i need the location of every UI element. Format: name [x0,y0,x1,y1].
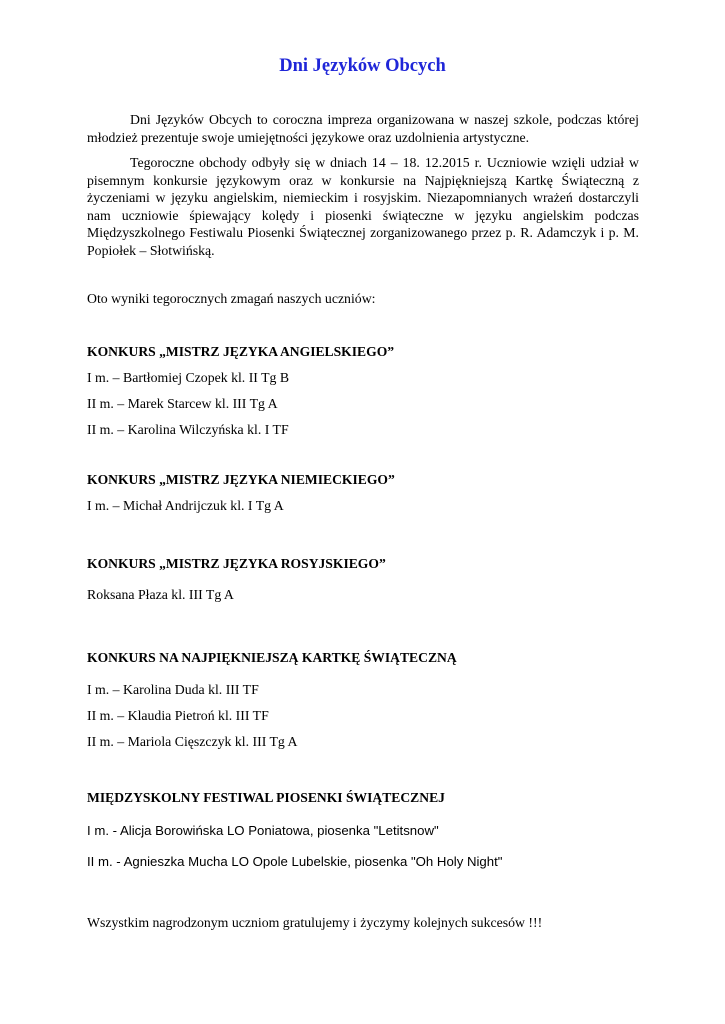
result-line: II m. – Karolina Wilczyńska kl. I TF [87,422,289,437]
result-line: II m. – Mariola Cięszczyk kl. III Tg A [87,734,298,749]
result-line: I m. – Karolina Duda kl. III TF [87,682,259,697]
result-line: II m. - Agnieszka Mucha LO Opole Lubelskie, piosenka "Oh Holy Night" [87,854,503,869]
section-heading-english: KONKURS „MISTRZ JĘZYKA ANGIELSKIEGO” [87,344,395,359]
section-heading-russian: KONKURS „MISTRZ JĘZYKA ROSYJSKIEGO” [87,556,386,571]
result-line: I m. – Michał Andrijczuk kl. I Tg A [87,498,284,513]
results-intro: Oto wyniki tegorocznych zmagań naszych uczniów: [87,291,376,306]
result-line: I m. – Bartłomiej Czopek kl. II Tg B [87,370,290,385]
section-heading-german: KONKURS „MISTRZ JĘZYKA NIEMIECKIEGO” [87,472,395,487]
section-heading-card-contest: KONKURS NA NAJPIĘKNIEJSZĄ KARTKĘ ŚWIĄTECZNĄ [87,650,457,665]
event-description-paragraph: Tegoroczne obchody odbyły się w dniach 14 – 18. 12.2015 r. Uczniowie wzięli udział w pisemnym konkursie językowym oraz w konkursie na Najpiękniejszą Kartkę Świąteczną z życzeniami w języku angielskim, niemieckim i rosyjskim. Niezapomnianych wrażeń dostarczyli nam uczniowie śpiewający kolędy i piosenki świąteczne w języku angielskim podczas Międzyszkolnego Festiwalu Piosenki Świątecznej zorganizowanego przez p. R. Adamczyk i p. M. Popiołek – Słotwińską. [87,155,639,258]
page-title: Dni Języków Obcych [279,56,446,76]
result-line: II m. – Klaudia Pietroń kl. III TF [87,708,269,723]
result-line: Roksana Płaza kl. III Tg A [87,587,234,602]
result-line: II m. – Marek Starcew kl. III Tg A [87,396,278,411]
section-heading-song-festival: MIĘDZYSKOLNY FESTIWAL PIOSENKI ŚWIĄTECZNEJ [87,790,445,805]
intro-paragraph: Dni Języków Obcych to coroczna impreza organizowana w naszej szkole, podczas której młodzież prezentuje swoje umiejętności językowe oraz uzdolnienia artystyczne. [87,112,639,145]
result-line: I m. - Alicja Borowińska LO Poniatowa, piosenka "Letitsnow" [87,823,439,838]
closing-text: Wszystkim nagrodzonym uczniom gratulujemy i życzymy kolejnych sukcesów !!! [87,915,543,930]
